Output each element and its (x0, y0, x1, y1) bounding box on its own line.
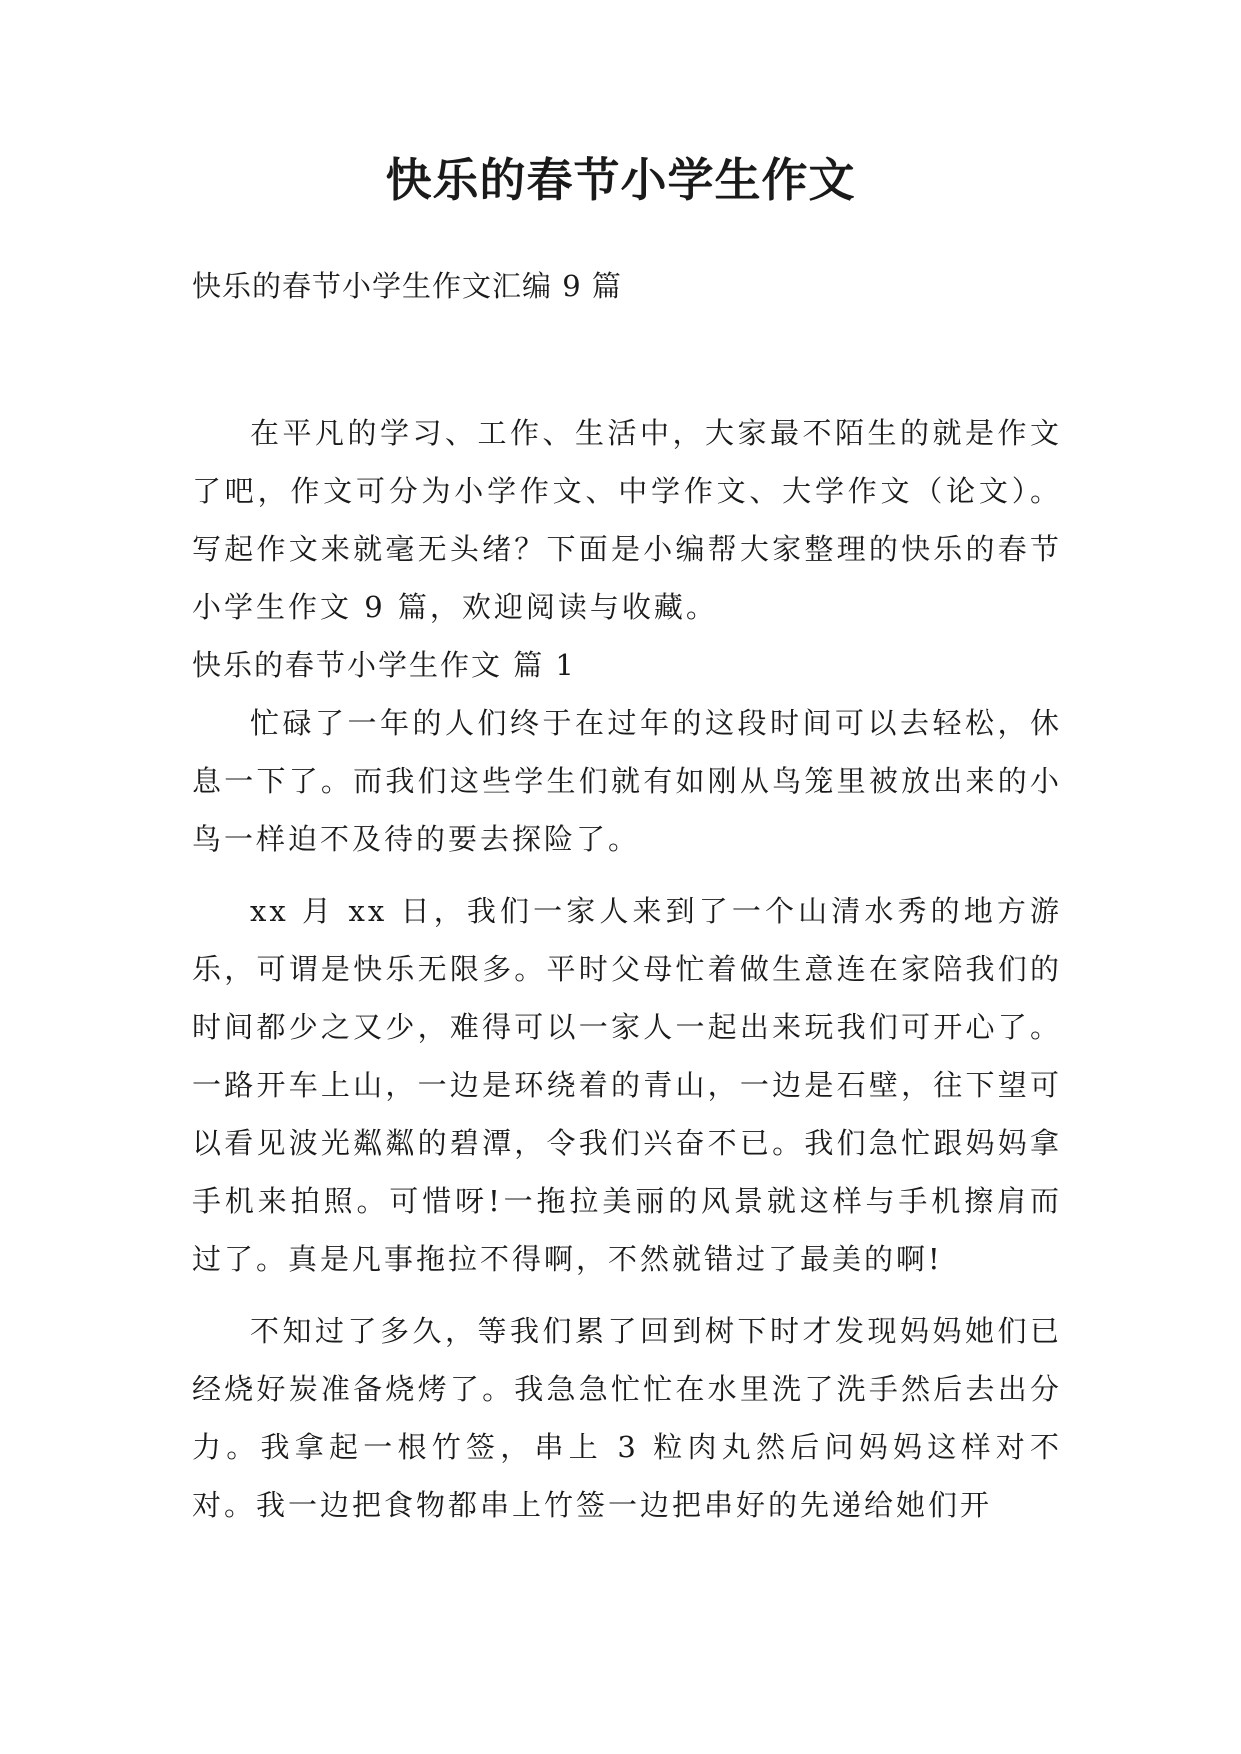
intro-paragraph: 在平凡的学习、工作、生活中，大家最不陌生的就是作文了吧，作文可分为小学作文、中学作文、大学作文（论文）。写起作文来就毫无头绪？下面是小编帮大家整理的快乐的春节小学生作文 9 篇，欢迎阅读与收藏。 (192, 416, 1062, 624)
body-paragraph-2: xx 月 xx 日，我们一家人来到了一个山清水秀的地方游乐，可谓是快乐无限多。平时父母忙着做生意连在家陪我们的时间都少之又少，难得可以一家人一起出来玩我们可开心了。一路开车上山，一边是环绕着的青山，一边是石壁，往下望可以看见波光粼粼的碧潭，令我们兴奋不已。我们急忙跟妈妈拿手机来拍照。可惜呀!一拖拉美丽的风景就这样与手机擦肩而过了。真是凡事拖拉不得啊，不然就错过了最美的啊! (192, 894, 1062, 1276)
document-body (192, 404, 1062, 1534)
document-subtitle: 快乐的春节小学生作文汇编 9 篇 (192, 269, 622, 303)
body-paragraph-3: 不知过了多久，等我们累了回到树下时才发现妈妈她们已经烧好炭准备烧烤了。我急急忙忙在水里洗了洗手然后去出分力。我拿起一根竹签，串上 3 粒肉丸然后问妈妈这样对不对。我一边把食物都串上竹签一边把串好的先递给她们开 (192, 1314, 1062, 1522)
page-title: 快乐的春节小学生作文 (385, 153, 856, 207)
section-heading: 快乐的春节小学生作文 篇 1 (192, 648, 576, 682)
body-paragraph-1: 忙碌了一年的人们终于在过年的这段时间可以去轻松，休息一下了。而我们这些学生们就有如刚从鸟笼里被放出来的小鸟一样迫不及待的要去探险了。 (192, 706, 1062, 856)
